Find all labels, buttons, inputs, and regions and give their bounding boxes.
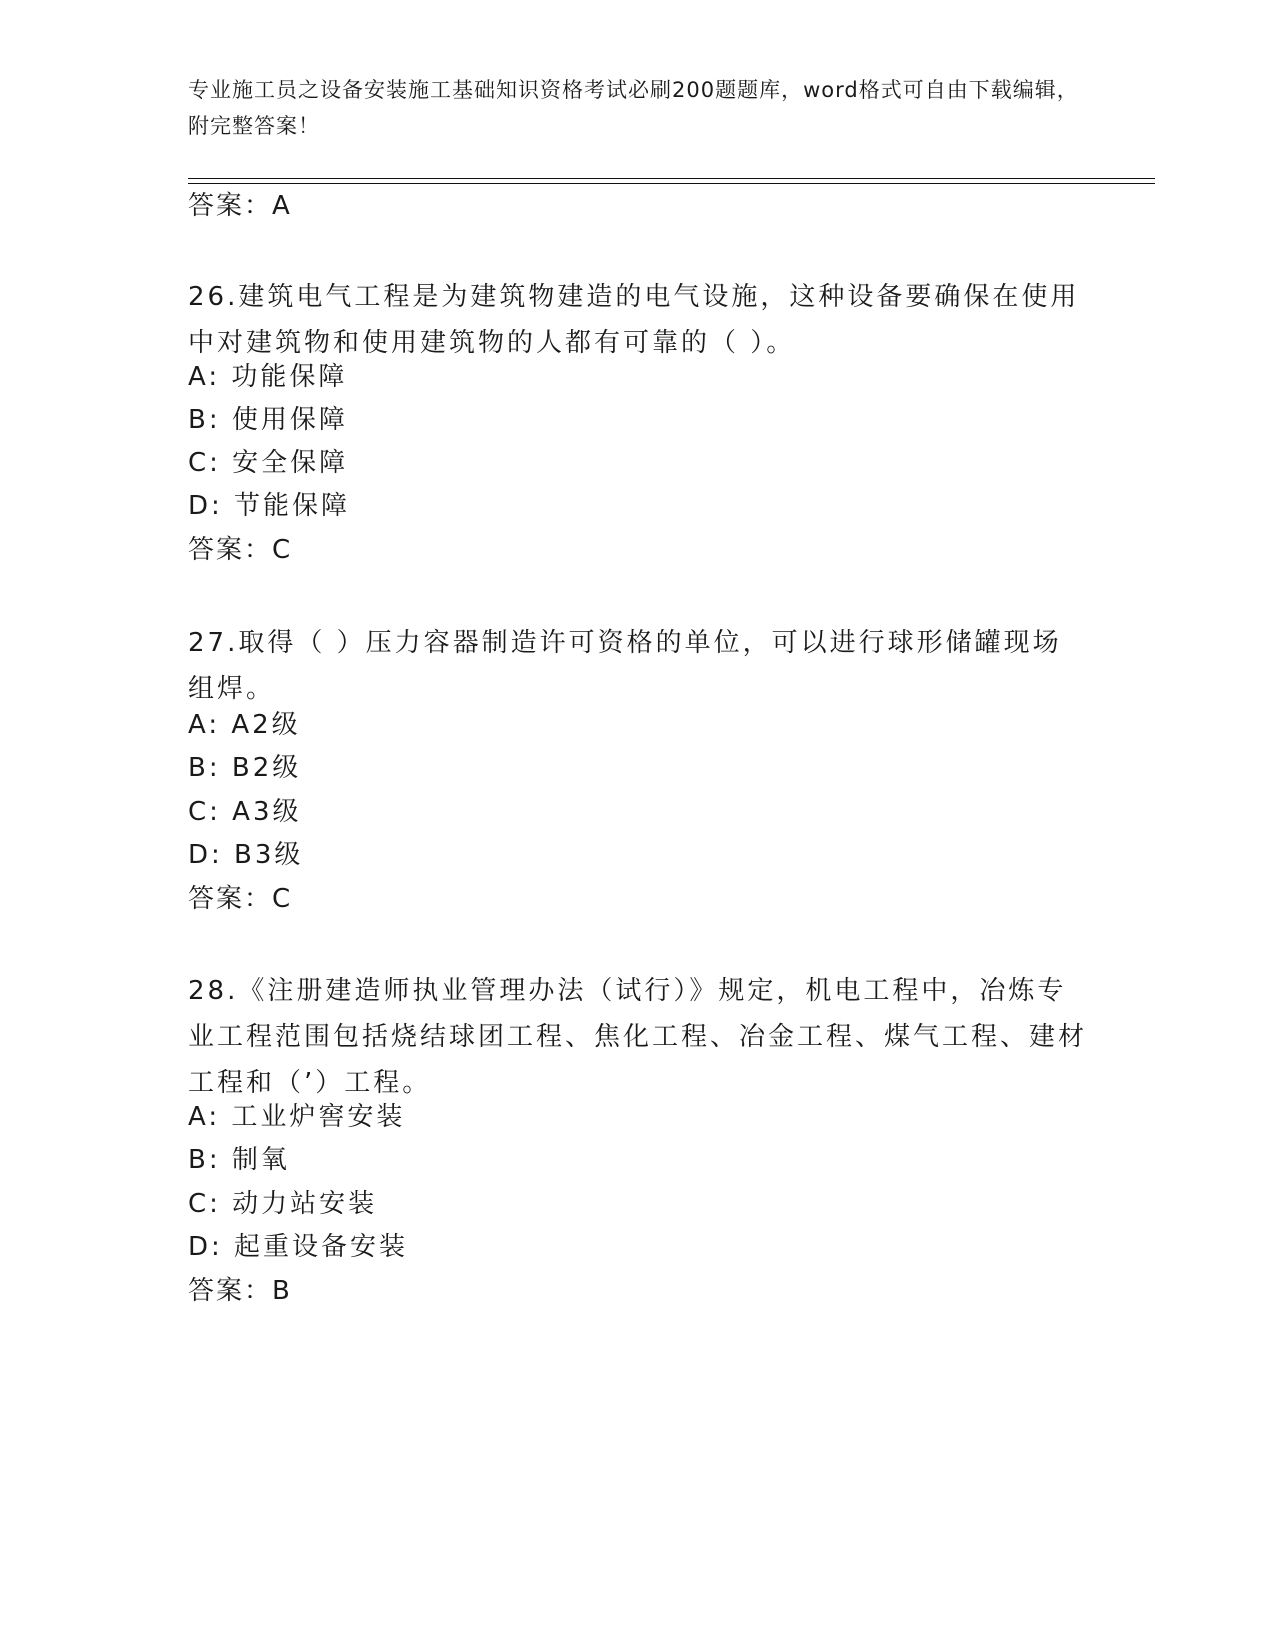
header-rule-top xyxy=(188,178,1155,179)
question-26-option-c: C: 安全保障 xyxy=(188,448,349,478)
question-26-option-a: A: 功能保障 xyxy=(188,362,348,392)
question-27-option-c: C: A3级 xyxy=(188,797,302,827)
question-26-option-d: D: 节能保障 xyxy=(188,491,351,521)
question-28-answer: 答案：B xyxy=(188,1276,292,1306)
question-28-option-d: D: 起重设备安装 xyxy=(188,1232,409,1262)
header-rule-bottom xyxy=(188,183,1155,184)
prev-answer: 答案：A xyxy=(188,191,292,221)
question-28-text: 28.《注册建造师执业管理办法（试行）》规定，机电工程中，冶炼专业工程范围包括烧结球团工程、焦化工程、冶金工程、煤气工程、建材工程和（’）工程。 xyxy=(188,976,1088,1098)
question-28-option-b: B: 制氧 xyxy=(188,1145,290,1175)
document-header: 专业施工员之设备安装施工基础知识资格考试必刷200题题库，word格式可自由下载编辑，附完整答案！ xyxy=(188,78,1079,138)
question-27-option-a: A: A2级 xyxy=(188,710,301,740)
question-27-answer: 答案：C xyxy=(188,884,293,914)
question-26-option-b: B: 使用保障 xyxy=(188,405,348,435)
question-27-option-b: B: B2级 xyxy=(188,753,302,783)
question-26-text: 26.建筑电气工程是为建筑物建造的电气设施，这种设备要确保在使用中对建筑物和使用建筑物的人都有可靠的（ ）。 xyxy=(188,282,1080,358)
question-28-option-c: C: 动力站安装 xyxy=(188,1189,378,1219)
question-26-answer: 答案：C xyxy=(188,535,293,565)
question-27-option-d: D: B3级 xyxy=(188,840,304,870)
question-28-option-a: A: 工业炉窖安装 xyxy=(188,1102,406,1132)
question-27-text: 27.取得（ ）压力容器制造许可资格的单位，可以进行球形储罐现场组焊。 xyxy=(188,628,1062,704)
